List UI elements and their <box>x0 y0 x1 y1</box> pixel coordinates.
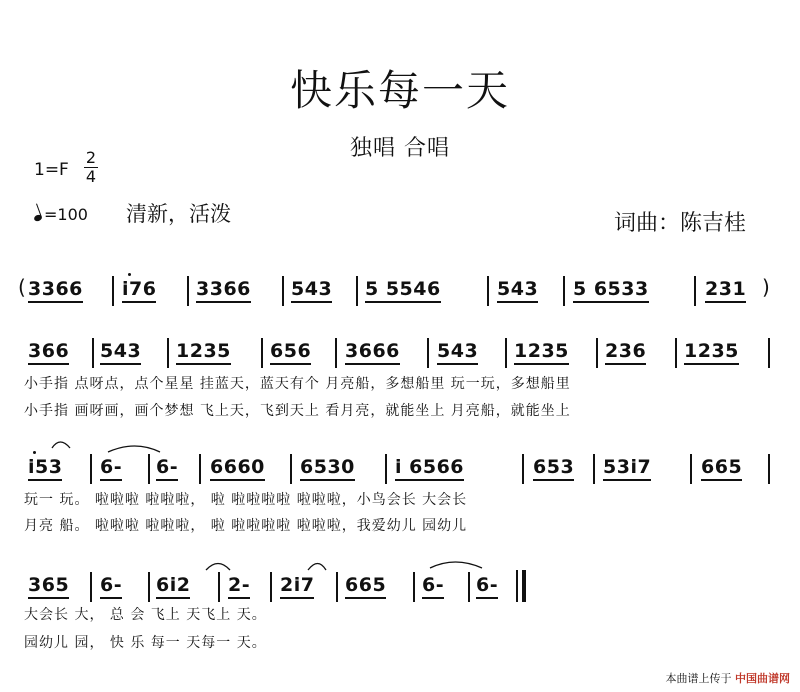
measure <box>300 456 355 480</box>
time-signature-top: 2 <box>85 148 97 167</box>
tempo-marking <box>34 205 88 224</box>
fermata-arc <box>308 564 326 571</box>
fermata-arc <box>206 564 230 571</box>
quarter-note-icon <box>33 214 43 222</box>
barline <box>768 454 770 484</box>
beam-underline <box>100 479 122 481</box>
beam-underline <box>573 301 649 303</box>
repeat-open-paren: ( <box>18 275 26 299</box>
lyric-verse-1: 小手指 点呀点，点个星星 挂蓝天，蓝天有个 月亮船，多想船里 玩一玩，多想船里 <box>24 376 571 392</box>
lyric-verse-2: 园幼儿 园， 快 乐 每一 天每一 天。 <box>24 635 267 651</box>
beam-underline <box>476 597 498 599</box>
measure <box>228 574 250 598</box>
beam-underline <box>270 363 311 365</box>
barline <box>167 338 169 368</box>
beam-underline <box>228 597 250 599</box>
measure-notes: 665 <box>345 574 386 596</box>
barline <box>92 338 94 368</box>
barline <box>148 572 150 602</box>
measure <box>270 340 311 364</box>
measure <box>122 278 156 302</box>
key-signature: 1=F <box>34 160 69 180</box>
measure <box>156 456 178 480</box>
beam-underline <box>603 479 651 481</box>
tempo-value: =100 <box>44 205 88 224</box>
tie-arc <box>430 562 482 568</box>
measure-notes: 231 <box>705 278 746 300</box>
beam-underline <box>210 479 265 481</box>
barline <box>596 338 598 368</box>
measure <box>156 574 190 598</box>
measure <box>395 456 464 480</box>
beam-underline <box>156 597 190 599</box>
repeat-close-paren: ) <box>762 275 770 299</box>
measure <box>705 278 746 302</box>
measure-notes: 236 <box>605 340 646 362</box>
measure-notes: 6- <box>156 456 178 478</box>
measure-notes: 1235 <box>684 340 739 362</box>
barline <box>187 276 189 306</box>
fermata-arc <box>52 442 70 448</box>
measure <box>196 278 251 302</box>
measure-notes: 6530 <box>300 456 355 478</box>
measure <box>28 456 62 480</box>
measure-notes: 6660 <box>210 456 265 478</box>
measure <box>176 340 231 364</box>
barline <box>90 572 92 602</box>
measure <box>291 278 332 302</box>
barline <box>282 276 284 306</box>
measure-notes: 5 6533 <box>573 278 649 300</box>
lyric-verse-1: 玩一 玩。 啦啦啦 啦啦啦， 啦 啦啦啦啦 啦啦啦，小鸟会长 大会长 <box>24 492 468 508</box>
barline <box>505 338 507 368</box>
beam-underline <box>291 301 332 303</box>
measure <box>476 574 498 598</box>
barline <box>335 338 337 368</box>
barline <box>427 338 429 368</box>
measure <box>365 278 441 302</box>
beam-underline <box>28 597 69 599</box>
barline <box>112 276 114 306</box>
composer-credit: 词曲：陈吉桂 <box>614 211 747 236</box>
beam-underline <box>300 479 355 481</box>
beam-underline <box>345 363 400 365</box>
measure-notes: 6- <box>100 456 122 478</box>
beam-underline <box>100 363 141 365</box>
measure <box>701 456 742 480</box>
measure-notes: i 6566 <box>395 456 464 478</box>
measure-notes: 3366 <box>196 278 251 300</box>
barline <box>768 338 770 368</box>
measure-notes: 53i7 <box>603 456 651 478</box>
measure <box>437 340 478 364</box>
measure <box>533 456 574 480</box>
measure-notes: i76 <box>122 278 156 300</box>
measure-notes: 665 <box>701 456 742 478</box>
beam-underline <box>196 301 251 303</box>
final-barline-thick <box>522 570 526 602</box>
measure-notes: 1235 <box>514 340 569 362</box>
measure-notes: 6- <box>422 574 444 596</box>
beam-underline <box>280 597 314 599</box>
measure <box>100 340 141 364</box>
beam-underline <box>533 479 574 481</box>
beam-underline <box>395 479 464 481</box>
barline <box>290 454 292 484</box>
beam-underline <box>28 363 69 365</box>
footer <box>666 670 791 686</box>
beam-underline <box>701 479 742 481</box>
beam-underline <box>365 301 441 303</box>
beam-underline <box>437 363 478 365</box>
measure <box>345 574 386 598</box>
beam-underline <box>345 597 386 599</box>
measure-notes: 2i7 <box>280 574 314 596</box>
measure <box>28 340 69 364</box>
barline <box>468 572 470 602</box>
measure-notes: 2- <box>228 574 250 596</box>
measure <box>28 574 69 598</box>
measure-notes: 6- <box>100 574 122 596</box>
beam-underline <box>684 363 739 365</box>
time-signature-bottom: 4 <box>85 167 97 186</box>
measure <box>684 340 739 364</box>
barline <box>593 454 595 484</box>
measure <box>210 456 265 480</box>
beam-underline <box>100 597 122 599</box>
measure-notes: 3366 <box>28 278 83 300</box>
barline <box>522 454 524 484</box>
beam-underline <box>28 301 83 303</box>
measure <box>280 574 314 598</box>
lyric-verse-2: 月亮 船。 啦啦啦 啦啦啦， 啦 啦啦啦啦 啦啦啦，我爱幼儿 园幼儿 <box>24 518 468 534</box>
measure-notes: 3666 <box>345 340 400 362</box>
lyric-verse-1: 大会长 大， 总 会 飞上 天飞上 天。 <box>24 607 267 623</box>
beam-underline <box>497 301 538 303</box>
final-barline-thin <box>516 570 518 602</box>
barline <box>675 338 677 368</box>
barline <box>356 276 358 306</box>
barline <box>690 454 692 484</box>
beam-underline <box>605 363 646 365</box>
measure <box>497 278 538 302</box>
beam-underline <box>514 363 569 365</box>
barline <box>385 454 387 484</box>
barline <box>563 276 565 306</box>
measure-notes: 1235 <box>176 340 231 362</box>
barline <box>199 454 201 484</box>
measure <box>100 456 122 480</box>
measure-notes: 656 <box>270 340 311 362</box>
mood-marking: 清新，活泼 <box>126 202 231 226</box>
site-logo: 中国曲谱网 <box>735 672 790 685</box>
barline <box>261 338 263 368</box>
barline <box>694 276 696 306</box>
barline <box>218 572 220 602</box>
measure <box>605 340 646 364</box>
measure-notes: 6- <box>476 574 498 596</box>
high-octave-dot <box>33 451 36 454</box>
barline <box>148 454 150 484</box>
beam-underline <box>422 597 444 599</box>
measure <box>28 278 83 302</box>
beam-underline <box>28 479 62 481</box>
song-title: 快乐每一天 <box>289 66 510 115</box>
measure-notes: 543 <box>100 340 141 362</box>
measure <box>422 574 444 598</box>
tie-arc <box>108 446 160 452</box>
measure-notes: 6i2 <box>156 574 190 596</box>
barline <box>90 454 92 484</box>
beam-underline <box>176 363 231 365</box>
measure <box>345 340 400 364</box>
measure <box>100 574 122 598</box>
time-signature <box>84 150 98 185</box>
measure-notes: 543 <box>437 340 478 362</box>
lyric-verse-2: 小手指 画呀画，画个梦想 飞上天，飞到天上 看月亮，就能坐上 月亮船，就能坐上 <box>24 403 571 419</box>
footer-text: 本曲谱上传于 <box>665 672 732 685</box>
barline <box>270 572 272 602</box>
beam-underline <box>705 301 746 303</box>
barline <box>413 572 415 602</box>
measure-notes: 5 5546 <box>365 278 441 300</box>
measure-notes: 366 <box>28 340 69 362</box>
measure-notes: 543 <box>497 278 538 300</box>
beam-underline <box>122 301 156 303</box>
measure <box>603 456 651 480</box>
measure-notes: 543 <box>291 278 332 300</box>
measure-notes: i53 <box>28 456 62 478</box>
beam-underline <box>156 479 178 481</box>
barline <box>336 572 338 602</box>
measure <box>514 340 569 364</box>
high-octave-dot <box>128 273 131 276</box>
measure <box>573 278 649 302</box>
barline <box>487 276 489 306</box>
song-subtitle: 独唱 合唱 <box>350 136 450 161</box>
measure-notes: 365 <box>28 574 69 596</box>
measure-notes: 653 <box>533 456 574 478</box>
